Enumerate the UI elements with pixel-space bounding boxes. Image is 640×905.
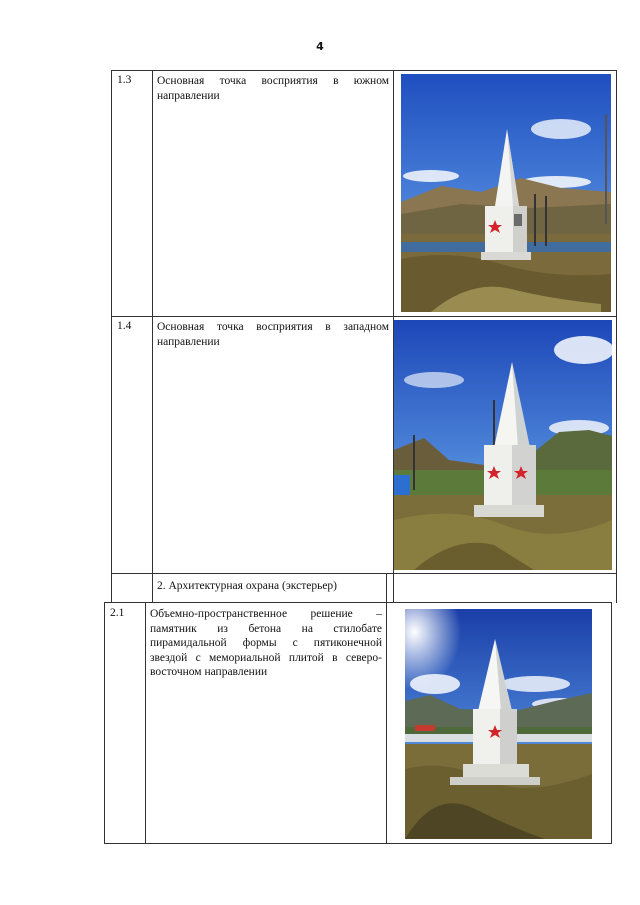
table-row-divider [111,316,617,317]
section-heading: 2. Архитектурная охрана (экстерьер) [157,580,338,592]
table-border-top [111,70,617,71]
page-number: 4 [316,40,324,53]
row-description: Основная точка восприятия в западном направлении [157,321,389,348]
monument-photo-south [401,74,611,312]
row-description: Основная точка восприятия в южном направлении [157,75,389,102]
table-border-left [111,70,112,603]
table-border-bottom [104,843,612,844]
monument-photo-west [394,320,612,570]
table-row-divider [104,602,612,603]
table-border-right [611,602,612,844]
table-row-divider [111,573,617,574]
row-number: 2.1 [110,607,125,619]
table-col-divider [152,70,153,603]
table-border-left [104,602,105,844]
row-number: 1.4 [117,320,132,332]
table-col-divider [386,573,387,844]
monument-photo-northeast [405,609,592,839]
row-description: Объемно-пространственное решение – памятник из бетона на стилобате пирамидальной формы с пятиконечной звездой с мемориальной плитой в северо-восточном направлении [150,608,382,678]
table-col-divider [145,602,146,844]
row-number: 1.3 [117,74,132,86]
table-border-right [616,70,617,603]
